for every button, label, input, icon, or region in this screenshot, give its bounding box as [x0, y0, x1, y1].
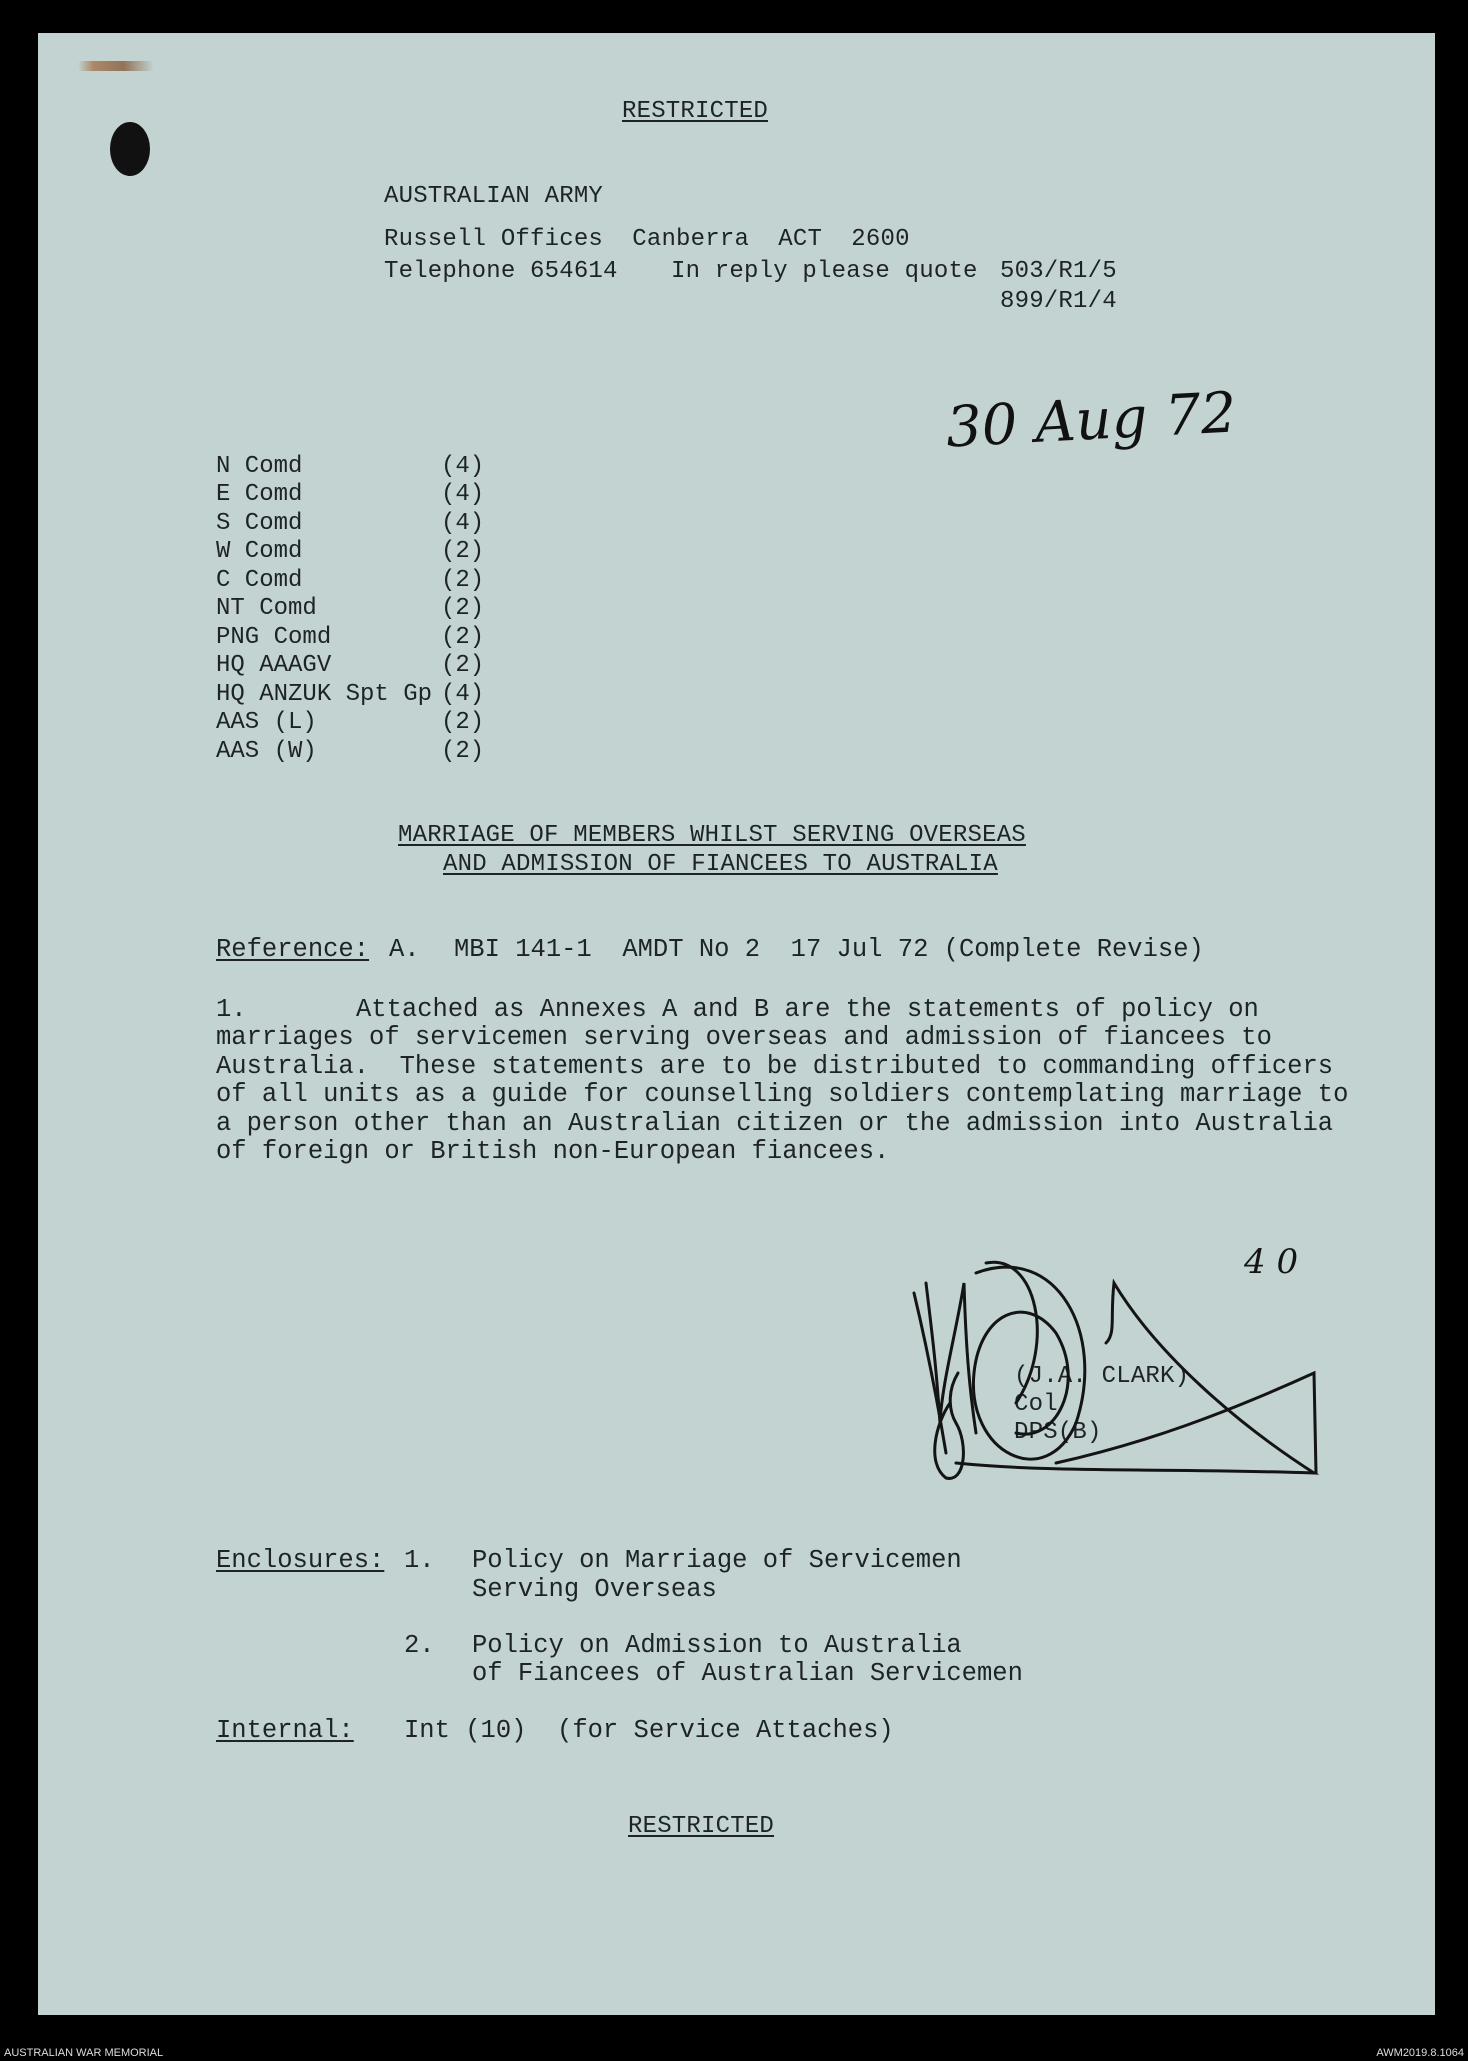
reply-label: In reply please quote	[671, 258, 978, 285]
enclosure-title: of Fiancees of Australian Servicemen	[472, 1659, 1023, 1688]
subject-line-1: MARRIAGE OF MEMBERS WHILST SERVING OVERSEAS	[398, 822, 1026, 849]
distribution-copies: (2)	[441, 567, 485, 594]
enclosure-number: 2.	[404, 1631, 435, 1660]
classification-bottom: RESTRICTED	[628, 1813, 775, 1840]
distribution-unit: S Comd	[216, 510, 303, 537]
distribution-unit: N Comd	[216, 453, 303, 480]
distribution-unit: AAS (W)	[216, 738, 317, 765]
address-line: Russell Offices Canberra ACT 2600	[384, 226, 910, 253]
footer-accession-number: AWM2019.8.1064	[1376, 2047, 1464, 2059]
distribution-unit: C Comd	[216, 567, 303, 594]
paragraph-line: Australia. These statements are to be distributed to commanding officers	[216, 1052, 1334, 1081]
enclosure-title: Serving Overseas	[472, 1575, 717, 1604]
signature	[906, 1223, 1366, 1503]
distribution-unit: PNG Comd	[216, 624, 332, 651]
subject-line-2: AND ADMISSION OF FIANCEES TO AUSTRALIA	[443, 851, 998, 878]
distribution-unit: HQ AAAGV	[216, 652, 332, 679]
rust-stain	[78, 61, 154, 71]
organisation: AUSTRALIAN ARMY	[384, 183, 604, 210]
enclosure-title: Policy on Marriage of Servicemen	[472, 1546, 962, 1575]
reference-number: 503/R1/5	[1000, 258, 1117, 285]
paragraph-line: a person other than an Australian citizen or the admission into Australia	[216, 1109, 1334, 1138]
footer-institution: AUSTRALIAN WAR MEMORIAL	[4, 2047, 164, 2059]
distribution-copies: (2)	[441, 709, 485, 736]
reference-number: 899/R1/4	[1000, 288, 1117, 315]
paragraph-number: 1.	[216, 995, 247, 1024]
signatory-name: (J.A. CLARK)	[1014, 1363, 1190, 1390]
enclosure-title: Policy on Admission to Australia	[472, 1631, 962, 1660]
distribution-copies: (4)	[441, 681, 485, 708]
distribution-unit: AAS (L)	[216, 709, 317, 736]
handwritten-date: 30 Aug 72	[944, 380, 1238, 461]
signature-annotation: 4 0	[1244, 1242, 1299, 1282]
distribution-copies: (2)	[441, 624, 485, 651]
distribution-copies: (2)	[441, 595, 485, 622]
internal-text: Int (10) (for Service Attaches)	[404, 1716, 894, 1745]
paragraph-line: of all units as a guide for counselling soldiers contemplating marriage to	[216, 1080, 1349, 1109]
document-page	[38, 33, 1435, 2015]
telephone: Telephone 654614	[384, 258, 618, 285]
distribution-copies: (2)	[441, 538, 485, 565]
enclosure-number: 1.	[404, 1546, 435, 1575]
distribution-copies: (4)	[441, 453, 485, 480]
punch-hole	[110, 122, 150, 176]
distribution-unit: E Comd	[216, 481, 303, 508]
signatory-rank: Col	[1014, 1391, 1058, 1418]
paragraph-line: marriages of servicemen serving overseas and admission of fiancees to	[216, 1023, 1272, 1052]
enclosures-label: Enclosures:	[216, 1546, 385, 1575]
distribution-unit: HQ ANZUK Spt Gp	[216, 681, 433, 708]
internal-label: Internal:	[216, 1716, 354, 1745]
distribution-unit: NT Comd	[216, 595, 317, 622]
paragraph-line: Attached as Annexes A and B are the statements of policy on	[356, 995, 1259, 1024]
signatory-appointment: DPS(B)	[1014, 1419, 1102, 1446]
reference-letter: A.	[389, 935, 420, 964]
classification-top: RESTRICTED	[622, 98, 769, 125]
footer-bar	[0, 2045, 1468, 2061]
distribution-copies: (2)	[441, 652, 485, 679]
distribution-copies: (2)	[441, 738, 485, 765]
paragraph-line: of foreign or British non-European fiancees.	[216, 1137, 890, 1166]
reference-text: MBI 141-1 AMDT No 2 17 Jul 72 (Complete Revise)	[454, 935, 1204, 964]
distribution-unit: W Comd	[216, 538, 303, 565]
distribution-copies: (4)	[441, 481, 485, 508]
distribution-copies: (4)	[441, 510, 485, 537]
reference-label: Reference:	[216, 935, 370, 964]
